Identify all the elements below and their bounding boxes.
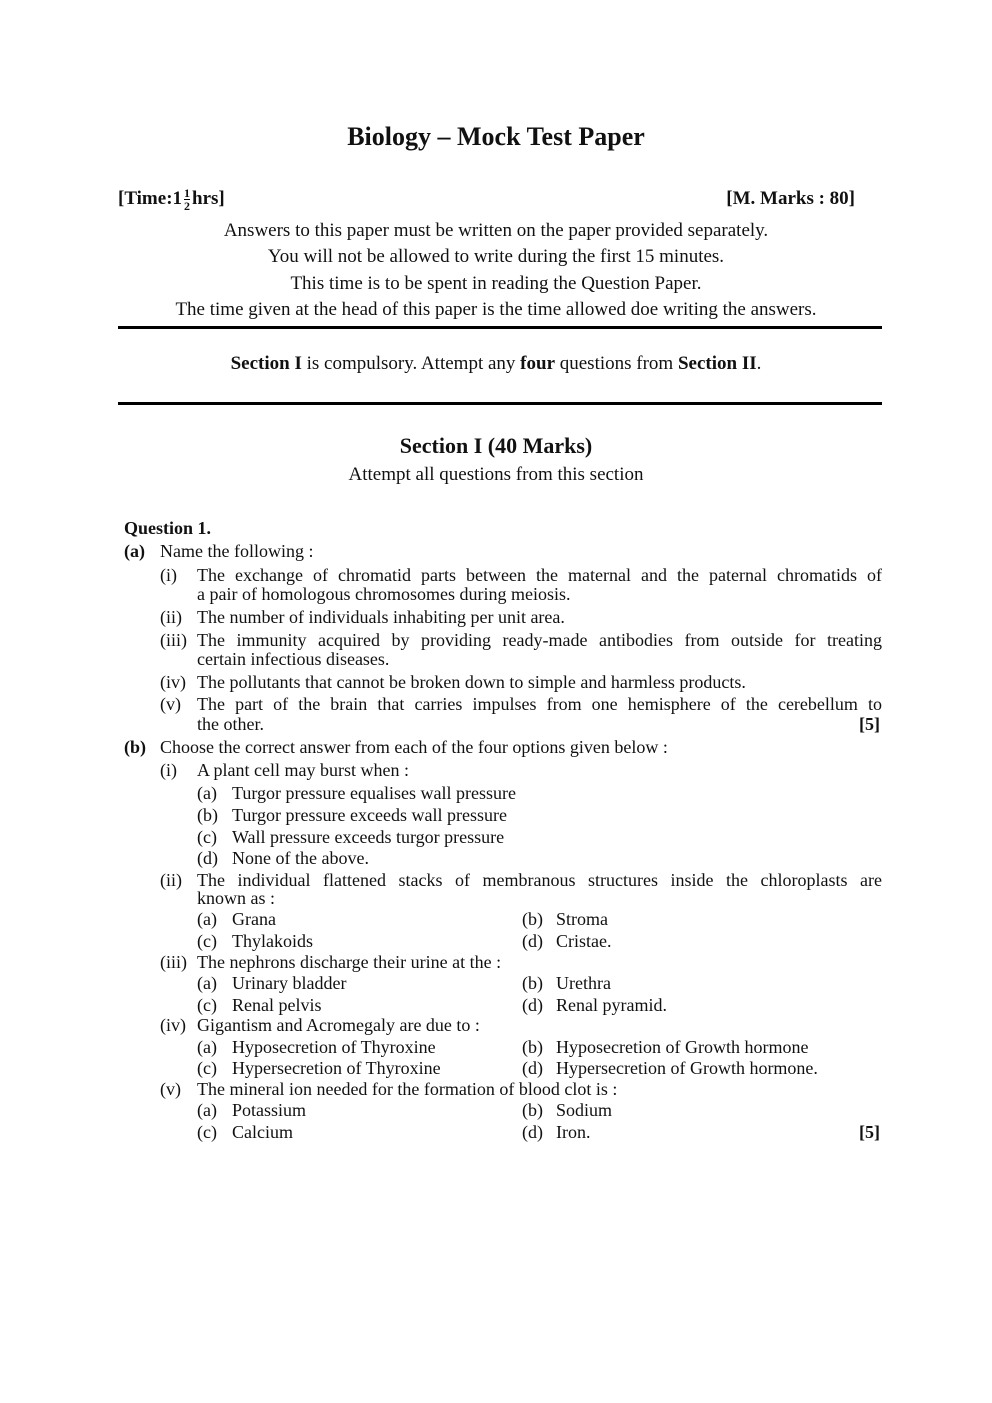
option-text: Wall pressure exceeds turgor pressure	[232, 827, 505, 847]
option-text: None of the above.	[232, 848, 369, 868]
item-text: The immunity acquired by providing ready-made antibodies from outside for treating	[197, 630, 882, 650]
option-letter: (b)	[522, 1037, 543, 1057]
option-letter: (c)	[197, 995, 217, 1015]
option-letter: (c)	[197, 931, 217, 951]
option-letter: (a)	[197, 1037, 217, 1057]
option-letter: (b)	[522, 1100, 543, 1120]
option-letter: (d)	[522, 1058, 543, 1078]
time-label: [Time:1	[118, 188, 183, 209]
time-fraction	[184, 187, 190, 212]
item-text: a pair of homologous chromosomes during meiosis.	[197, 584, 571, 604]
note-bold: Section II	[677, 353, 757, 374]
option-text: Sodium	[556, 1100, 613, 1120]
option-text: Urinary bladder	[232, 973, 347, 993]
option-text: Cristae.	[556, 931, 612, 951]
instruction-line: This time is to be spent in reading the Question Paper.	[290, 273, 702, 294]
item-text: The pollutants that cannot be broken down to simple and harmless products.	[197, 672, 746, 692]
divider	[118, 402, 882, 405]
time-unit: hrs]	[192, 188, 225, 209]
note-bold: four	[520, 353, 555, 374]
option-text: Iron.	[556, 1122, 591, 1142]
option-letter: (c)	[197, 827, 217, 847]
option-text: Hypersecretion of Thyroxine	[232, 1058, 441, 1078]
option-text: Turgor pressure exceeds wall pressure	[232, 805, 507, 825]
fraction-numerator: 1	[184, 186, 191, 201]
option-letter: (a)	[197, 783, 217, 803]
part-prompt: Choose the correct answer from each of the four options given below :	[160, 737, 668, 757]
option-text: Renal pyramid.	[556, 995, 667, 1015]
part-prompt: Name the following :	[160, 541, 314, 561]
item-number: (iv)	[160, 672, 186, 692]
option-letter: (a)	[197, 1100, 217, 1120]
option-text: Stroma	[556, 909, 608, 929]
item-text: Gigantism and Acromegaly are due to :	[197, 1015, 480, 1035]
item-number: (i)	[160, 760, 177, 780]
option-letter: (d)	[522, 995, 543, 1015]
option-letter: (c)	[197, 1122, 217, 1142]
option-letter: (b)	[522, 909, 543, 929]
item-text: The part of the brain that carries impulses from one hemisphere of the cerebellum to	[197, 694, 882, 714]
item-text: the other.	[197, 714, 264, 734]
item-number: (iv)	[160, 1015, 186, 1035]
question-title: Question 1.	[124, 518, 212, 538]
option-letter: (d)	[197, 848, 218, 868]
item-text: certain infectious diseases.	[197, 649, 390, 669]
option-text: Hyposecretion of Growth hormone	[556, 1037, 809, 1057]
option-text: Hyposecretion of Thyroxine	[232, 1037, 436, 1057]
option-text: Thylakoids	[232, 931, 313, 951]
section-title: Section I (40 Marks)	[399, 433, 593, 458]
item-number: (i)	[160, 565, 177, 585]
note-bold: Section I	[230, 353, 302, 374]
option-letter: (d)	[522, 931, 543, 951]
item-number: (v)	[160, 694, 181, 714]
option-text: Renal pelvis	[232, 995, 322, 1015]
item-text: The exchange of chromatid parts between the maternal and the paternal chromatids of	[197, 565, 882, 585]
item-text: The mineral ion needed for the formation of blood clot is :	[197, 1079, 618, 1099]
instruction-line: The time given at the head of this paper is the time allowed doe writing the answers.	[175, 299, 817, 320]
item-number: (iii)	[160, 630, 187, 650]
item-number: (ii)	[160, 607, 182, 627]
option-letter: (b)	[197, 805, 218, 825]
section-note	[0, 354, 992, 374]
option-text: Hypersecretion of Growth hormone.	[556, 1058, 818, 1078]
item-number: (iii)	[160, 952, 187, 972]
time-allowed	[118, 186, 225, 212]
instruction-line: You will not be allowed to write during the first 15 minutes.	[267, 246, 725, 267]
note-text: is compulsory. Attempt any	[301, 353, 521, 374]
note-text: .	[756, 353, 762, 374]
note-text: questions from	[555, 353, 678, 374]
item-text: The number of individuals inhabiting per unit area.	[197, 607, 565, 627]
item-number: (ii)	[160, 870, 182, 890]
option-text: Urethra	[556, 973, 611, 993]
instruction-line: Answers to this paper must be written on the paper provided separately.	[223, 220, 769, 241]
item-text: The nephrons discharge their urine at the :	[197, 952, 502, 972]
marks-label: [5]	[859, 1122, 880, 1142]
part-label: (b)	[124, 737, 146, 757]
option-text: Potassium	[232, 1100, 307, 1120]
divider	[118, 326, 882, 329]
option-letter: (d)	[522, 1122, 543, 1142]
option-text: Grana	[232, 909, 276, 929]
option-letter: (a)	[197, 973, 217, 993]
option-text: Turgor pressure equalises wall pressure	[232, 783, 516, 803]
marks-label: [5]	[859, 714, 880, 734]
item-text: known as :	[197, 888, 275, 908]
item-text: A plant cell may burst when :	[197, 760, 409, 780]
page-title: Biology – Mock Test Paper	[347, 122, 645, 151]
item-text: The individual flattened stacks of membranous structures inside the chloroplasts are	[197, 870, 882, 890]
option-text: Calcium	[232, 1122, 293, 1142]
max-marks: [M. Marks : 80]	[726, 188, 855, 209]
option-letter: (c)	[197, 1058, 217, 1078]
option-letter: (a)	[197, 909, 217, 929]
item-number: (v)	[160, 1079, 181, 1099]
part-label: (a)	[124, 541, 145, 561]
option-letter: (b)	[522, 973, 543, 993]
section-subtitle: Attempt all questions from this section	[348, 464, 644, 485]
fraction-denominator: 2	[184, 199, 191, 214]
